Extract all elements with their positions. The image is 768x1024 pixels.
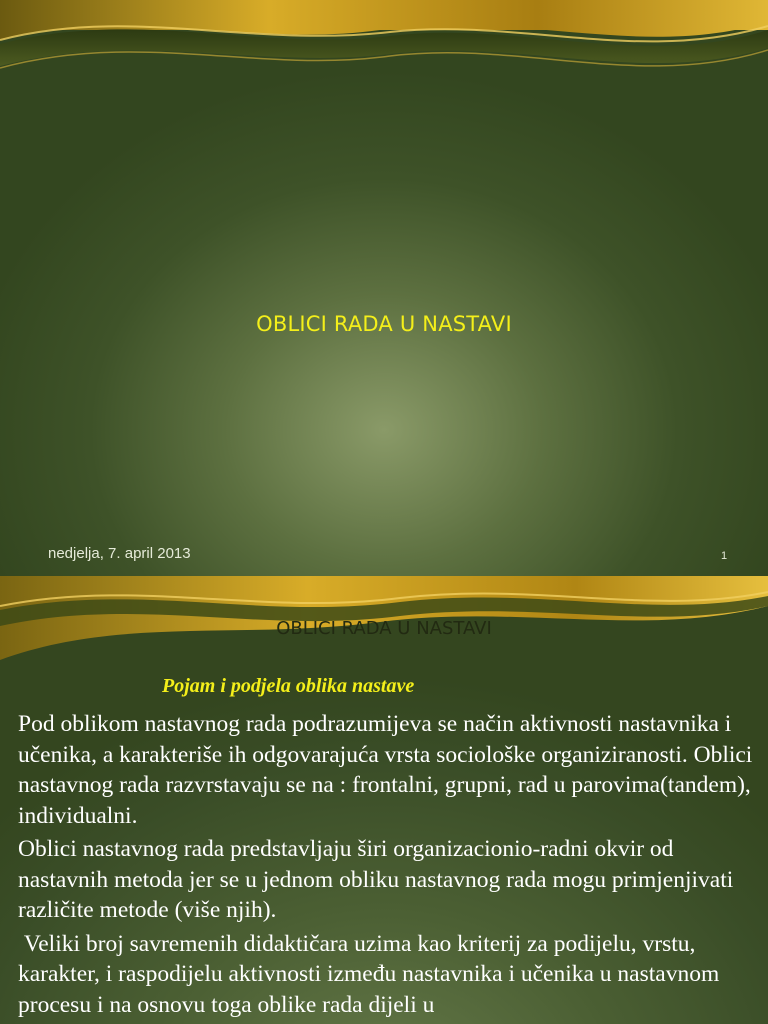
slide-subtitle: Pojam i podjela oblika nastave	[162, 675, 415, 697]
decorative-swoosh-header	[0, 0, 768, 110]
body-paragraph: Oblici nastavnog rada predstavljaju širi organizacionio-radni okvir od nastavnih metoda jer se u jednom obliku nastavnog rada mogu primjenjivati različite metode (više njih).	[18, 836, 734, 923]
slide-body	[18, 709, 763, 1023]
footer-date: nedjelja, 7. april 2013	[48, 545, 191, 562]
slide-title: OBLICI RADA U NASTAVI	[256, 312, 512, 336]
content-slide	[0, 576, 768, 1024]
slide-title: OBLICI RADA U NASTAVI	[276, 618, 492, 639]
slide-number: 1	[721, 550, 728, 562]
body-paragraph: Veliki broj savremenih didaktičara uzima kao kriterij za podijelu, vrstu, karakter, i raspodijelu aktivnosti između nastavnika i učenika u nastavnom procesu i na osnovu toga oblike rada dijeli u	[18, 930, 726, 1018]
body-paragraph: Pod oblikom nastavnog rada podrazumijeva se način aktivnosti nastavnika i učenika, a karakteriše ih odgovarajuća vrsta sociološke organiziranosti. Oblici nastavnog rada razvrstavaju se na : frontalni, grupni, rad u parovima(tandem), individualni.	[18, 711, 753, 829]
